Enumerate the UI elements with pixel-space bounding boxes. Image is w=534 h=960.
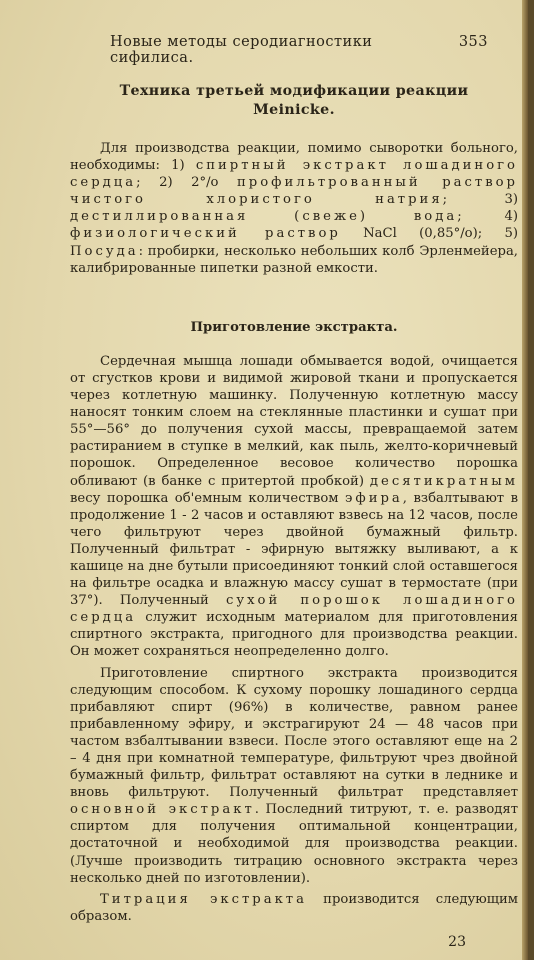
intro-text-5: NaCl (0,85°/o); 5)	[340, 226, 518, 242]
signature-mark: 23	[448, 934, 466, 950]
para3-spaced-1: Титрация экстракта	[100, 891, 307, 907]
para2-spaced-1: основной экстракт	[70, 802, 255, 818]
page-number: 353	[458, 34, 488, 50]
paragraph-1	[70, 353, 518, 661]
intro-spaced-5: Посуда	[70, 243, 139, 259]
para1-text-2: весу порошка об'емным количеством	[70, 490, 345, 506]
para1-text-3: , взбалтывают в продолжение 1 - 2 часов и оставляют взвесь на 12 часов, после чего фильтруют через двойной бумажный фильтр. Полученный фильтрат - эфирную вытяжку выливают, а к кашице на дне бутыли присоединяют тонкий слой оставшегося на фильтре осадка и влажную массу сушат в термостате (при 37°). Полученный	[70, 490, 518, 609]
paragraph-2	[70, 665, 518, 887]
intro-text-3: ; 3)	[442, 192, 518, 208]
intro-spaced-4: физиологический раствор	[70, 226, 341, 242]
subsection-title: Приготовление экстракта.	[190, 319, 398, 335]
para3-text-1: производится следующим образом.	[70, 891, 519, 924]
section-title-line1: Техника третьей модификации реакции	[119, 83, 469, 99]
section-title-line2: Meinicke.	[253, 102, 335, 118]
para1-spaced-2: эфира	[344, 490, 403, 506]
intro-spaced-2: профильтрованный раствор чистого хлористого натрия	[70, 175, 518, 208]
intro-spaced-3: дестиллированная (свеже) вода	[70, 209, 458, 225]
running-header	[110, 34, 488, 66]
section-title	[70, 82, 518, 120]
intro-text-1: Для производства реакции, помимо сыворотки больного, необходимы: 1)	[70, 141, 518, 174]
para2-text-2: . Последний титруют, т. е. разводят спиртом для получения оптимальной концентрации, достаточной и необходимой для производства реакции. (Лучше производить титрацию основного экстракта через несколько дней по изготовлении).	[70, 802, 519, 886]
intro-paragraph	[70, 140, 518, 277]
para1-spaced-1: десятикратным	[369, 473, 518, 489]
para2-text-1: Приготовление спиртного экстракта производится следующим способом. К сухому порошку лошадиного сердца прибавляют спирт (96%) в количестве, равном ранее прибавленному эфиру, и экстрагируют 24 — 48 часов при частом взбалтывании взвеси. После этого оставляют еще на 2 – 4 дня при комнатной температуре, фильтруют чрез двойной бумажный фильтр, фильтрат оставляют на сутки в леднике и вновь фильтруют. Полученный фильтрат представляет	[70, 665, 518, 801]
intro-text-6: : пробирки, несколько небольших колб Эрленмейера, калибрированные пипетки разной емкости.	[70, 243, 518, 276]
running-title: Новые методы серодиагностики сифилиса.	[110, 34, 373, 66]
intro-text-2: ; 2) 2°/o	[136, 175, 238, 191]
intro-spaced-1: спиртный экстракт лошадиного сердца	[70, 158, 518, 191]
page-edge	[522, 0, 528, 960]
page-content	[70, 82, 518, 925]
para1-spaced-3: сухой порошок лошадиного сердца	[70, 593, 518, 626]
para1-text-4: служит исходным материалом для приготовления спиртного экстракта, пригодного для производства реакции. Он может сохраняться неопределенно долго.	[70, 610, 518, 660]
intro-text-4: ; 4)	[457, 209, 518, 225]
para1-text-1: Сердечная мышца лошади обмывается водой, очищается от сгустков крови и видимой жировой ткани и пропускается через котлетную машинку. Полученную котлетную массу наносят тонким слоем на стеклянные пластинки и сушат при 55°—56° до получения сухой массы, превращаемой затем растиранием в ступке в мелкий, как пыль, желто-коричневый порошок. Определенное весовое количество порошка обливают (в банке с притертой пробкой)	[70, 353, 518, 489]
paragraph-3	[70, 891, 518, 925]
